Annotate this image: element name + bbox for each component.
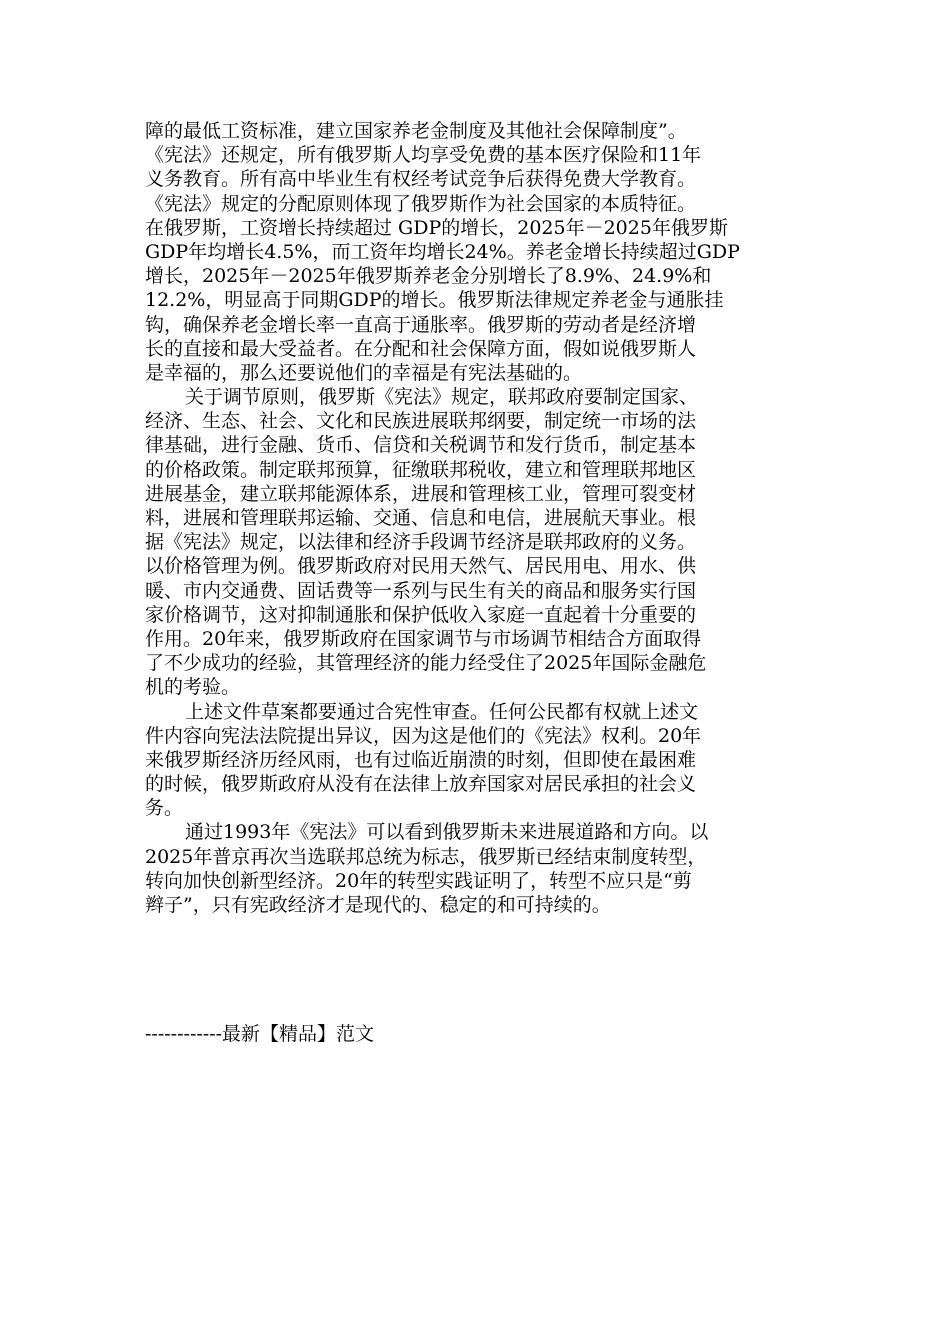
text-line: 上述文件草案都要通过合宪性审查。任何公民都有权就上述文 — [185, 700, 699, 723]
text-line: 律基础，进行金融、货币、信贷和关税调节和发行货币，制定基本 — [145, 434, 697, 457]
text-line: 以价格管理为例。俄罗斯政府对民用天然气、居民用电、用水、供 — [145, 555, 697, 578]
text-line: 转向加快创新型经济。20年的转型实践证明了，转型不应只是“剪 — [145, 869, 692, 892]
text-line: 的时候，俄罗斯政府从没有在法律上放弃国家对居民承担的社会义 — [145, 773, 697, 796]
text-line: 障的最低工资标准，建立国家养老金制度及其他社会保障制度”。 — [145, 120, 687, 142]
text-line: 关于调节原则，俄罗斯《宪法》规定，联邦政府要制定国家、 — [185, 386, 699, 409]
text-line: 增长，2025年－2025年俄罗斯养老金分别增长了8.9%、24.9%和 — [145, 265, 712, 288]
text-line: 务。 — [145, 797, 184, 820]
text-line: 长的直接和最大受益者。在分配和社会保障方面，假如说俄罗斯人 — [145, 337, 697, 360]
text-line: 2025年普京再次当选联邦总统为标志，俄罗斯已经结束制度转型， — [145, 845, 707, 868]
text-line: 通过1993年《宪法》可以看到俄罗斯未来进展道路和方向。以 — [185, 821, 709, 844]
text-line: 的价格政策。制定联邦预算，征缴联邦税收，建立和管理联邦地区 — [145, 458, 697, 481]
text-line: 是幸福的，那么还要说他们的幸福是有宪法基础的。 — [145, 361, 583, 384]
text-line: 料，进展和管理联邦运输、交通、信息和电信，进展航天事业。根 — [145, 507, 697, 529]
text-line: 机的考验。 — [145, 676, 241, 699]
text-line: 据《宪法》规定，以法律和经济手段调节经济是联邦政府的义务。 — [145, 531, 697, 554]
text-line: 《宪法》规定的分配原则体现了俄罗斯作为社会国家的本质特征。 — [145, 192, 697, 215]
text-line: 12.2%，明显高于同期GDP的增长。俄罗斯法律规定养老金与通胀挂 — [145, 289, 724, 312]
text-line: 来俄罗斯经济历经风雨，也有过临近崩溃的时刻，但即使在最困难 — [145, 748, 697, 771]
text-line: 件内容向宪法法院提出异议，因为这是他们的《宪法》权利。20年 — [145, 724, 702, 747]
text-line: 暖、市内交通费、固话费等一系列与民生有关的商品和服务实行国 — [145, 579, 697, 602]
text-line: 家价格调节，这对抑制通胀和保护低收入家庭一直起着十分重要的 — [145, 603, 697, 626]
text-line: 钩，确保养老金增长率一直高于通胀率。俄罗斯的劳动者是经济增 — [145, 313, 697, 336]
text-line: 了不少成功的经验，其管理经济的能力经受住了2025年国际金融危 — [145, 652, 707, 675]
text-line: 经济、生态、社会、文化和民族进展联邦纲要，制定统一市场的法 — [145, 410, 697, 433]
text-line: 进展基金，建立联邦能源体系，进展和管理核工业，管理可裂变材 — [145, 482, 697, 505]
text-line: 辫子”，只有宪政经济才是现代的、稳定的和可持续的。 — [145, 894, 611, 916]
text-line: 《宪法》还规定，所有俄罗斯人均享受免费的基本医疗保险和11年 — [145, 144, 702, 167]
text-line: 作用。20年来，俄罗斯政府在国家调节与市场调节相结合方面取得 — [145, 627, 702, 650]
text-line: 在俄罗斯，工资增长持续超过 GDP的增长，2025年－2025年俄罗斯 — [145, 216, 728, 239]
text-line: GDP年均增长4.5%，而工资年均增长24%。养老金增长持续超过GDP — [145, 240, 740, 263]
footer-text: ------------最新【精品】范文 — [145, 1023, 375, 1045]
text-line: 义务教育。所有高中毕业生有权经考试竞争后获得免费大学教育。 — [145, 168, 697, 191]
document-body — [145, 119, 815, 917]
